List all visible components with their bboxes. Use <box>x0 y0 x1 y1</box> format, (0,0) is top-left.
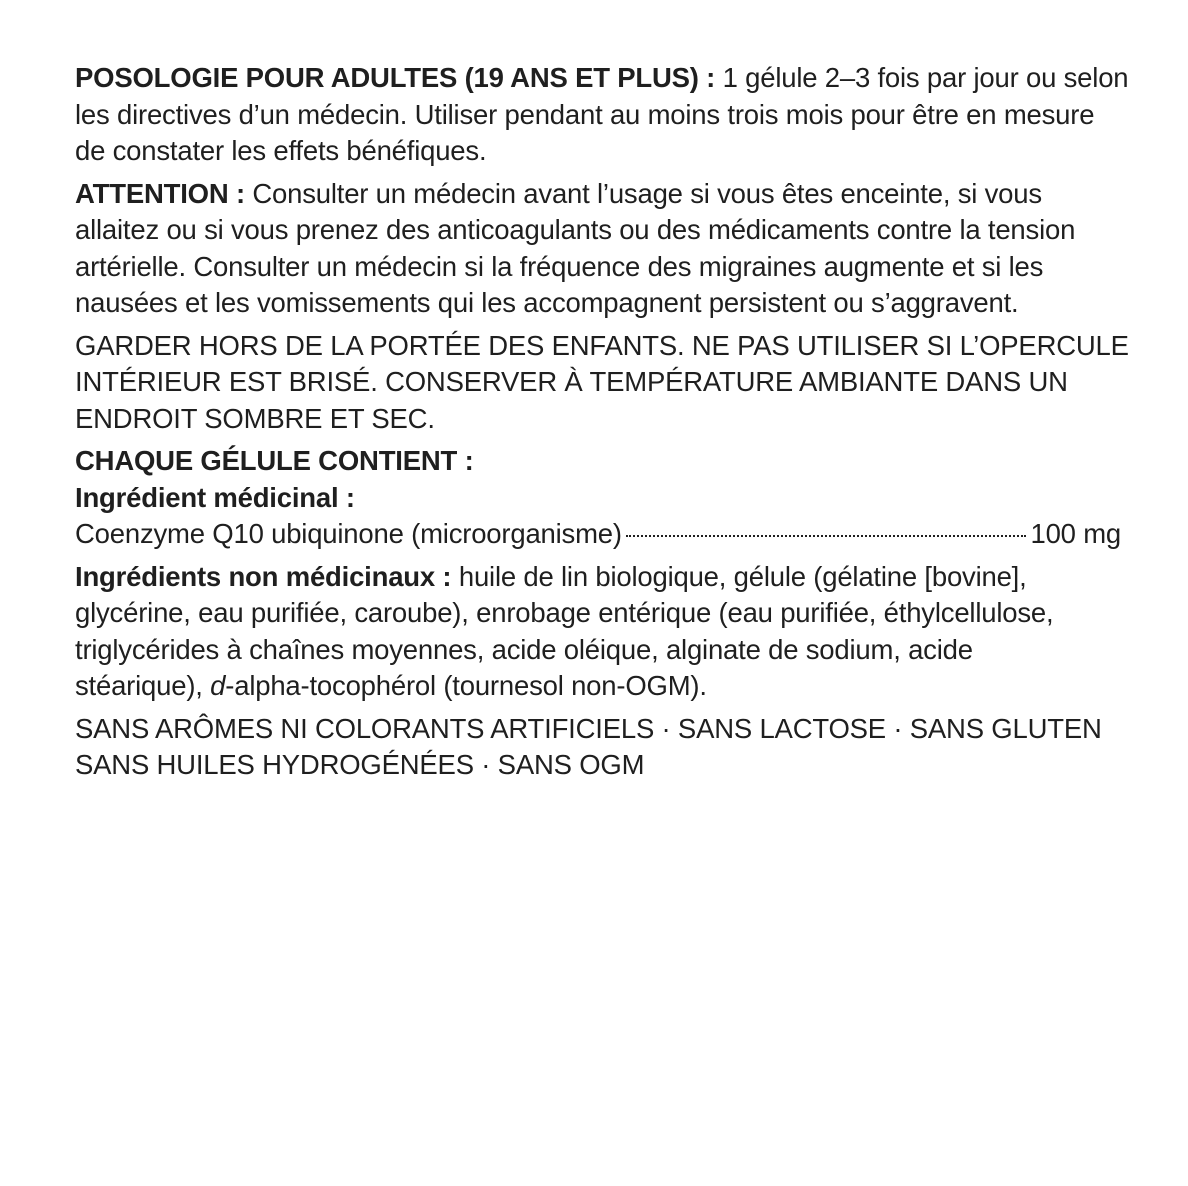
d-italic: d <box>210 670 226 701</box>
contents-section <box>75 443 1125 553</box>
storage-line-1: GARDER HORS DE LA PORTÉE DES ENFANTS. NE PAS UTILISER SI L’OPERCULE <box>75 329 1129 361</box>
non-medicinal-heading: Ingrédients non médicinaux : <box>75 560 452 592</box>
ingredient-amount: 100 mg <box>1030 518 1121 549</box>
non-medicinal-line-4: stéarique), d-alpha-tocophérol (tournesol non-OGM). <box>75 670 707 701</box>
free-from-line-2: SANS HUILES HYDROGÉNÉES · SANS OGM <box>75 749 645 780</box>
caution-line-1 <box>75 176 1125 213</box>
free-from-section <box>75 711 1125 784</box>
dot-leader <box>626 535 1027 537</box>
dosage-line-1 <box>75 60 1129 97</box>
dosage-line-2: les directives d’un médecin. Utiliser pendant au moins trois mois pour être en mesure <box>75 98 1095 130</box>
medicinal-ingredient-heading: Ingrédient médicinal : <box>75 481 355 513</box>
dosage-section <box>75 60 1129 170</box>
dosage-heading: POSOLOGIE POUR ADULTES (19 ANS ET PLUS) : <box>75 62 716 93</box>
caution-line-4: nausées et les vomissements qui les accompagnent persistent ou s’aggravent. <box>75 287 1019 318</box>
ingredient-name: Coenzyme Q10 ubiquinone (microorganisme) <box>75 518 622 549</box>
non-medicinal-text-1: huile de lin biologique, gélule (gélatine [bovine], <box>451 560 1027 592</box>
caution-line-3: artérielle. Consulter un médecin si la fréquence des migraines augmente et si les <box>75 250 1044 282</box>
storage-line-2: INTÉRIEUR EST BRISÉ. CONSERVER À TEMPÉRATURE AMBIANTE DANS UN <box>75 366 1068 397</box>
caution-text-1: Consulter un médecin avant l’usage si vous êtes enceinte, si vous <box>244 177 1042 209</box>
caution-line-2: allaitez ou si vous prenez des anticoagulants ou des médicaments contre la tension <box>75 214 1076 245</box>
non-medicinal-line-1 <box>75 559 1125 596</box>
caution-heading: ATTENTION : <box>75 177 245 209</box>
free-from-line-1: SANS ARÔMES NI COLORANTS ARTIFICIELS · SANS LACTOSE · SANS GLUTEN <box>75 712 1102 744</box>
non-medicinal-line-2: glycérine, eau purifiée, caroube), enrobage entérique (eau purifiée, éthylcellulose, <box>75 597 1054 628</box>
storage-line-3: ENDROIT SOMBRE ET SEC. <box>75 402 435 434</box>
dosage-line-3: de constater les effets bénéfiques. <box>75 135 487 166</box>
caution-section <box>75 176 1125 322</box>
medicinal-ingredient-row <box>75 516 1121 553</box>
product-label-text <box>75 60 1129 790</box>
storage-section <box>75 328 1129 438</box>
contents-heading: CHAQUE GÉLULE CONTIENT : <box>75 445 474 476</box>
non-medicinal-line-3: triglycérides à chaînes moyennes, acide oléique, alginate de sodium, acide <box>75 633 973 665</box>
non-medicinal-section <box>75 559 1125 705</box>
dosage-text-1: 1 gélule 2–3 fois par jour ou selon <box>715 62 1129 93</box>
